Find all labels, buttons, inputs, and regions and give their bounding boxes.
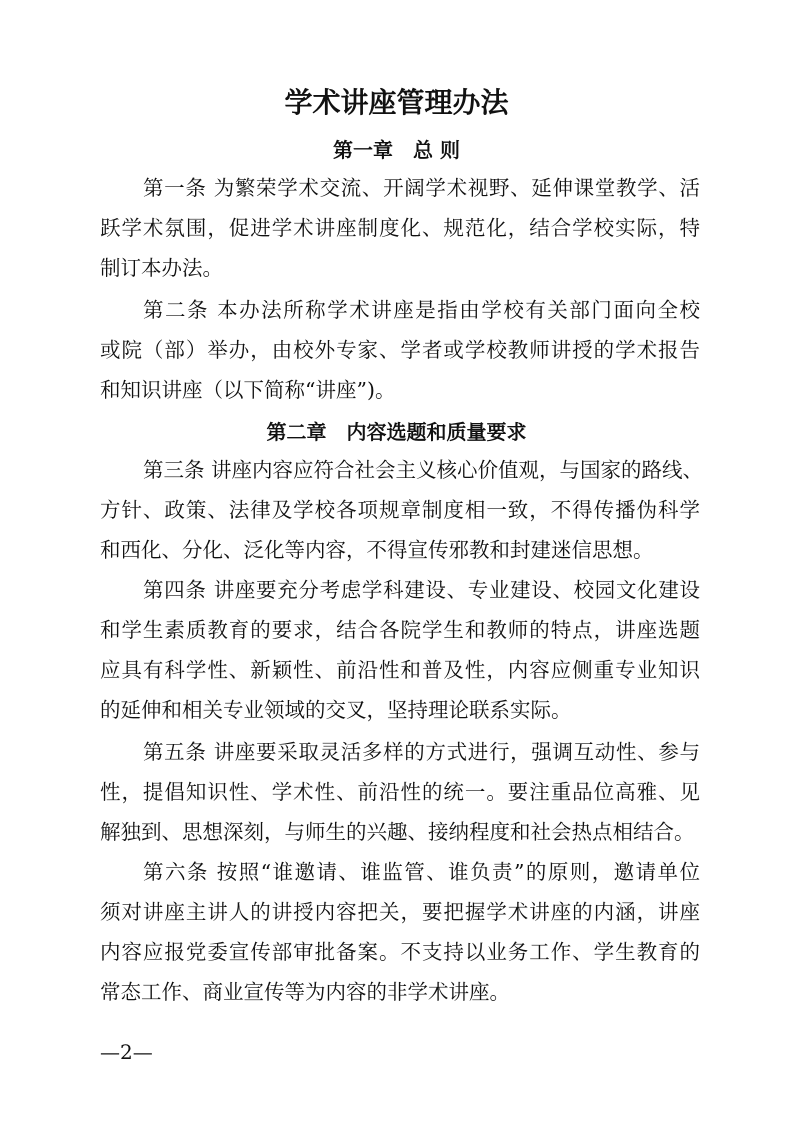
article-2-line-1: 第二条 本办法所称学术讲座是指由学校有关部门面向全校 [143, 298, 700, 322]
article-3-line-2: 方针、政策、法律及学校各项规章制度相一致，不得传播伪科学 [100, 498, 700, 522]
article-2-line-3: 和知识讲座（以下简称“讲座”)。 [100, 378, 396, 402]
article-6 [100, 852, 700, 1012]
article-2-line-2: 或院（部）举办，由校外专家、学者或学校教师讲授的学术报告 [100, 338, 700, 362]
article-4-line-2: 和学生素质教育的要求，结合各院学生和教师的特点，讲座选题 [100, 618, 700, 642]
article-3-line-3: 和西化、分化、泛化等内容，不得宣传邪教和封建迷信思想。 [100, 538, 654, 562]
article-5-line-3: 解独到、思想深刻，与师生的兴趣、接纳程度和社会热点相结合。 [100, 820, 695, 844]
chapter-1-heading: 第一章 总 则 [333, 138, 460, 162]
article-1-line-3: 制订本办法。 [100, 256, 223, 280]
chapter-2-heading: 第二章 内容选题和质量要求 [266, 420, 527, 444]
article-6-line-1: 第六条 按照“谁邀请、谁监管、谁负责”的原则，邀请单位 [143, 860, 700, 884]
article-4-line-1: 第四条 讲座要充分考虑学科建设、专业建设、校园文化建设 [143, 578, 700, 602]
article-5-line-1: 第五条 讲座要采取灵活多样的方式进行，强调互动性、参与 [143, 740, 700, 764]
article-3-line-1: 第三条 讲座内容应符合社会主义核心价值观，与国家的路线、 [143, 458, 704, 482]
article-4-line-3: 应具有科学性、新颖性、前沿性和普及性，内容应侧重专业知识 [100, 658, 700, 682]
article-1 [100, 168, 700, 288]
page-number: —2— [100, 1040, 153, 1064]
article-3 [100, 450, 704, 570]
article-4-line-4: 的延伸和相关专业领域的交叉，坚持理论联系实际。 [100, 698, 572, 722]
article-1-line-2: 跃学术氛围，促进学术讲座制度化、规范化，结合学校实际，特 [100, 216, 700, 240]
article-4 [100, 570, 700, 730]
article-5-line-2: 性，提倡知识性、学术性、前沿性的统一。要注重品位高雅、见 [100, 780, 700, 804]
document-title: 学术讲座管理办法 [284, 86, 509, 119]
article-5 [100, 732, 700, 852]
article-6-line-4: 常态工作、商业宣传等为内容的非学术讲座。 [100, 980, 510, 1004]
article-6-line-2: 须对讲座主讲人的讲授内容把关，要把握学术讲座的内涵，讲座 [100, 900, 700, 924]
article-2 [100, 290, 700, 410]
article-6-line-3: 内容应报党委宣传部审批备案。不支持以业务工作、学生教育的 [100, 940, 700, 964]
article-1-line-1: 第一条 为繁荣学术交流、开阔学术视野、延伸课堂教学、活 [143, 176, 700, 200]
